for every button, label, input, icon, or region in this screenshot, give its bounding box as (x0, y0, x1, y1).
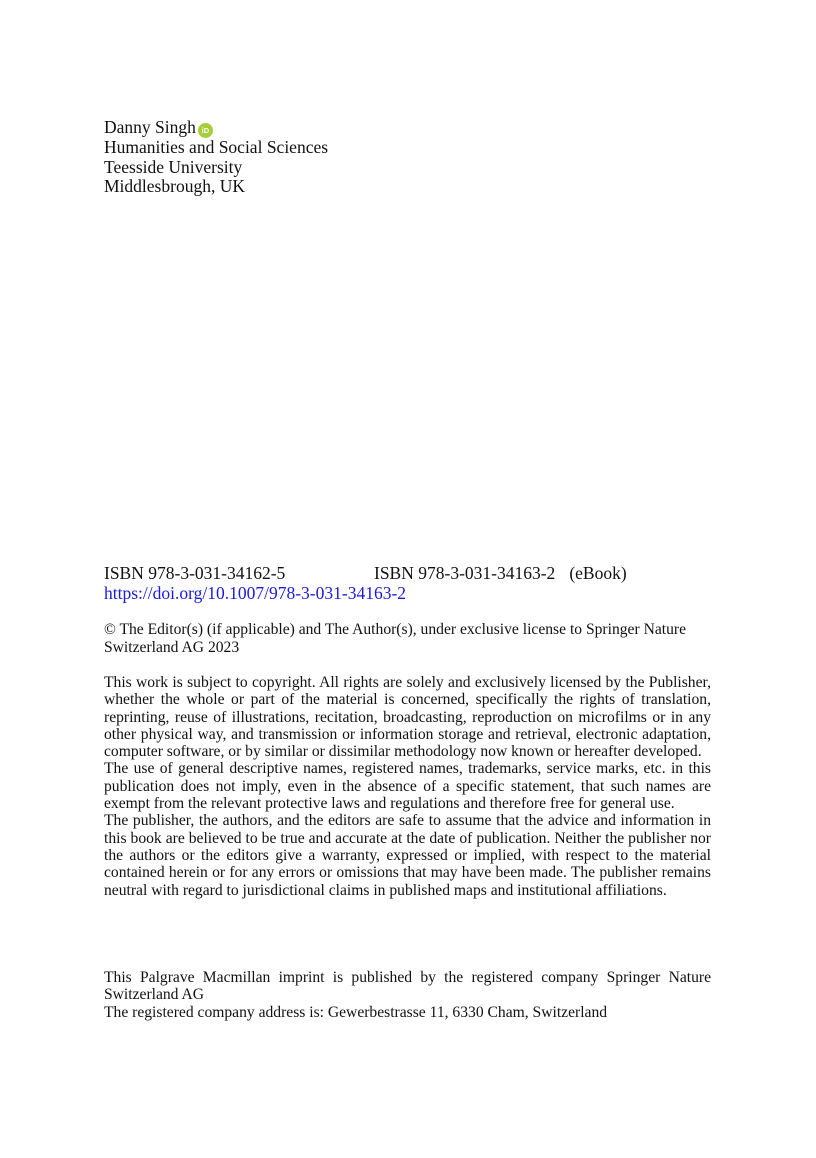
isbn-row (104, 564, 627, 584)
imprint-block (104, 969, 711, 1021)
copyright-notice: © The Editor(s) (if applicable) and The Author(s), under exclusive license to Springer Nature Switzerland AG 2023 (104, 621, 686, 656)
imprint-statement: This Palgrave Macmillan imprint is published by the registered company Springer Nature Switzerland AG (104, 969, 711, 1004)
doi-link[interactable]: https://doi.org/10.1007/978-3-031-34163-2 (104, 582, 407, 603)
orcid-icon[interactable]: iD (198, 123, 213, 138)
affiliation-department: Humanities and Social Sciences (104, 137, 329, 157)
rights-paragraph-copyright: This work is subject to copyright. All rights are solely and exclusively licensed by the Publisher, whether the whole or part of the material is concerned, specifically the rights of translation, reprinting, reuse of illustrations, recitation, broadcasting, reproduction on microfilms or in any other physical way, and transmission or information storage and retrieval, electronic adaptation, computer software, or by similar or dissimilar methodology now known or hereafter developed. (104, 674, 711, 761)
rights-paragraph-disclaimer: The publisher, the authors, and the editors are safe to assume that the advice and information in this book are believed to be true and accurate at the date of publication. Neither the publisher nor the authors or the editors give a warranty, expressed or implied, with respect to the material contained herein or for any errors or omissions that may have been made. The publisher remains neutral with regard to jurisdictional claims in published maps and institutional affiliations. (104, 812, 711, 899)
isbn-ebook-label: (eBook) (569, 563, 627, 583)
isbn-ebook: ISBN 978-3-031-34163-2 (374, 563, 556, 583)
isbn-block (104, 564, 627, 603)
author-name: Danny Singh (104, 117, 196, 137)
imprint-address: The registered company address is: Gewerbestrasse 11, 6330 Cham, Switzerland (104, 1003, 608, 1021)
affiliation-location: Middlesbrough, UK (104, 176, 245, 196)
affiliation-university: Teesside University (104, 156, 243, 177)
author-line (104, 118, 328, 138)
rights-notice (104, 674, 711, 899)
isbn-print: ISBN 978-3-031-34162-5 (104, 563, 286, 583)
rights-paragraph-trademarks: The use of general descriptive names, registered names, trademarks, service marks, etc. in this publication does not imply, even in the absence of a specific statement, that such names are exempt from the relevant protective laws and regulations and therefore free for general use. (104, 760, 711, 813)
author-block (104, 118, 328, 197)
